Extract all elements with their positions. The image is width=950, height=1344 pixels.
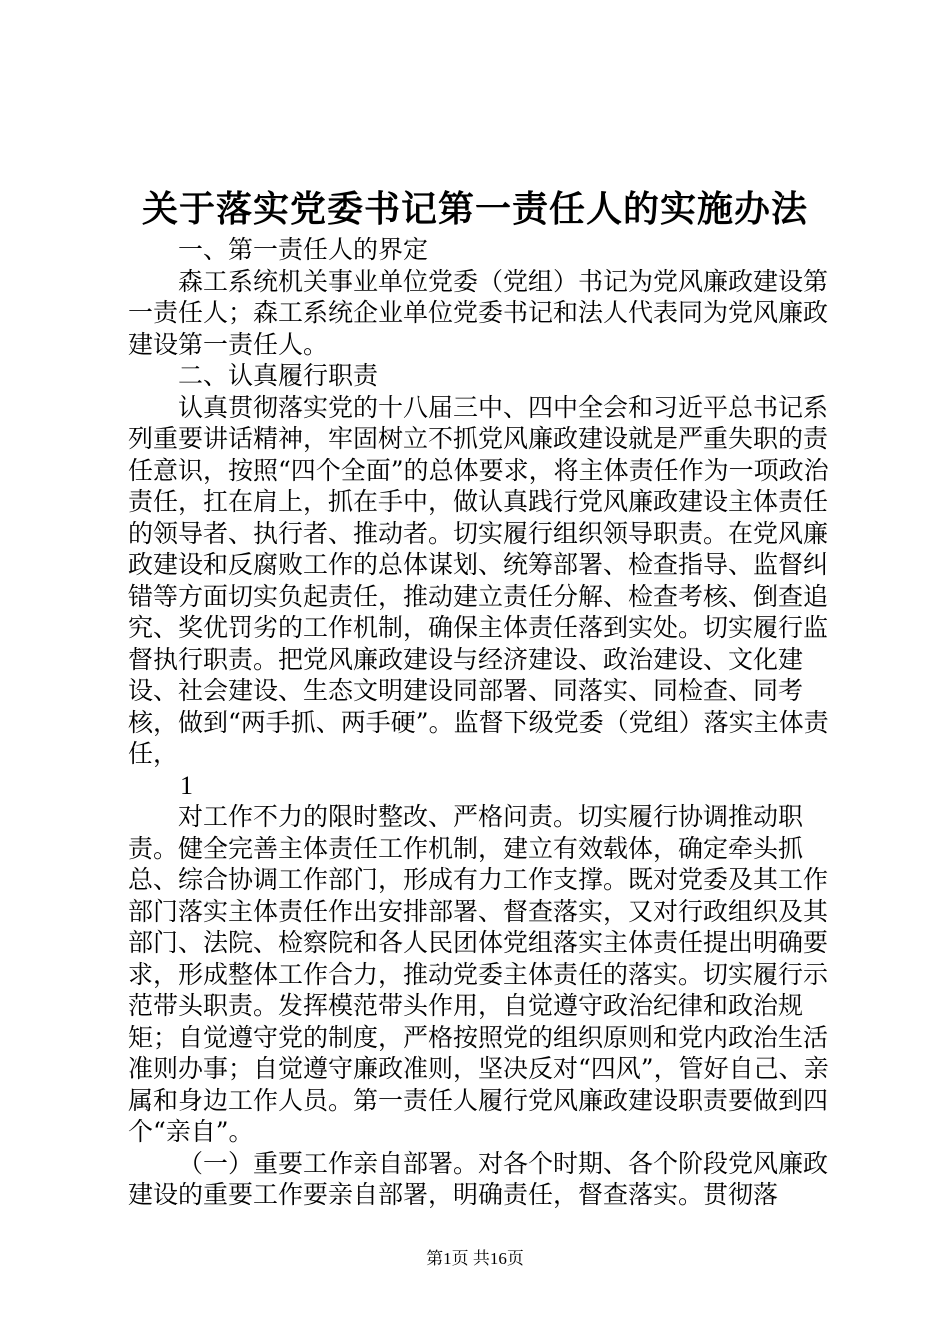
- section-heading: 一、第一责任人的界定: [178, 235, 429, 264]
- document-title: 关于落实党委书记第一责任人的实施办法: [141, 188, 808, 230]
- paragraph: 对工作不力的限时整改、严格问责。切实履行协调推动职责。健全完善主体责任工作机制，建立有效载体，确定牵头抓总、综合协调工作部门，形成有力工作支撑。既对党委及其工作部门落实主体责任作出安排部署、督查落实，又对行政组织及其部门、法院、检察院和各人民团体党组落实主体责任提出明确要求，形成整体工作合力，推动党委主体责任的落实。切实履行示范带头职责。发挥模范带头作用，自觉遵守政治纪律和政治规矩；自觉遵守党的制度，严格按照党的组织原则和党内政治生活准则办事；自觉遵守廉政准则，坚决反对“四风”，管好自己、亲属和身边工作人员。第一责任人履行党风廉政建设职责要做到四个“亲自”。: [128, 802, 829, 1146]
- paragraph: 森工系统机关事业单位党委（党组）书记为党风廉政建设第一责任人；森工系统企业单位党委书记和法人代表同为党风廉政建设第一责任人。: [128, 266, 829, 359]
- page-footer: 第1页 共16页: [426, 1249, 524, 1268]
- paragraph: 认真贯彻落实党的十八届三中、四中全会和习近平总书记系列重要讲话精神，牢固树立不抓党风廉政建设就是严重失职的责任意识，按照“四个全面”的总体要求，将主体责任作为一项政治责任，扛在肩上，抓在手中，做认真践行党风廉政建设主体责任的领导者、执行者、推动者。切实履行组织领导职责。在党风廉政建设和反腐败工作的总体谋划、统筹部署、检查指导、监督纠错等方面切实负起责任，推动建立责任分解、检查考核、倒查追究、奖优罚劣的工作机制，确保主体责任落到实处。切实履行监督执行职责。把党风廉政建设与经济建设、政治建设、文化建设、社会建设、生态文明建设同部署、同落实、同检查、同考核，做到“两手抓、两手硬”。监督下级党委（党组）落实主体责任，: [128, 392, 829, 768]
- section-heading: 二、认真履行职责: [178, 361, 379, 390]
- inline-page-number: 1: [180, 770, 193, 800]
- document-body: [128, 234, 832, 1211]
- paragraph: （一）重要工作亲自部署。对各个时期、各个阶段党风廉政建设的重要工作要亲自部署，明确责任，督查落实。贯彻落: [128, 1148, 829, 1209]
